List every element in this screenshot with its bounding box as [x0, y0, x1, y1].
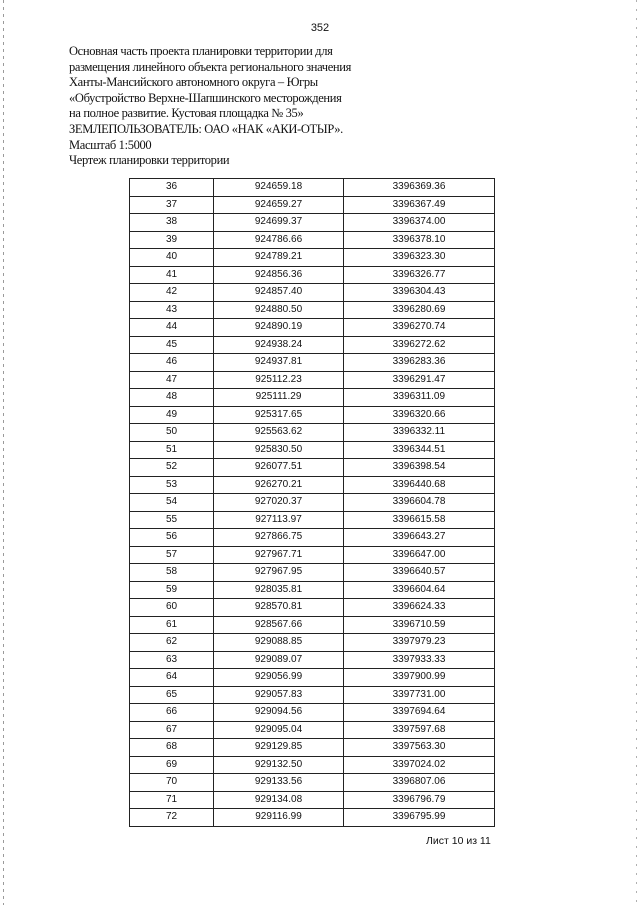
point-number-cell: 61: [130, 616, 214, 634]
header-line: «Обустройство Верхне-Шапшинского месторождения: [69, 90, 342, 105]
table-row: [130, 546, 495, 564]
table-row: [130, 686, 495, 704]
x-coordinate-cell: 929132.50: [214, 756, 344, 774]
header-line: Ханты-Мансийского автономного округа – Югры: [69, 75, 318, 90]
table-row: [130, 616, 495, 634]
y-coordinate-cell: 3397900.99: [344, 669, 495, 687]
point-number-cell: 45: [130, 336, 214, 354]
point-number-cell: 52: [130, 459, 214, 477]
point-number-cell: 59: [130, 581, 214, 599]
point-number-cell: 64: [130, 669, 214, 687]
y-coordinate-cell: 3396304.43: [344, 284, 495, 302]
coordinates-table: [129, 178, 495, 827]
y-coordinate-cell: 3396272.62: [344, 336, 495, 354]
x-coordinate-cell: 925111.29: [214, 389, 344, 407]
table-row: [130, 809, 495, 827]
point-number-cell: 62: [130, 634, 214, 652]
table-row: [130, 389, 495, 407]
y-coordinate-cell: 3396311.09: [344, 389, 495, 407]
table-row: [130, 564, 495, 582]
x-coordinate-cell: 924659.18: [214, 179, 344, 197]
table-row: [130, 196, 495, 214]
point-number-cell: 41: [130, 266, 214, 284]
point-number-cell: 44: [130, 319, 214, 337]
table-row: [130, 756, 495, 774]
table-row: [130, 441, 495, 459]
x-coordinate-cell: 927866.75: [214, 529, 344, 547]
y-coordinate-cell: 3396326.77: [344, 266, 495, 284]
table-row: [130, 651, 495, 669]
header-line: размещения линейного объекта регионального значения: [69, 59, 352, 74]
table-row: [130, 721, 495, 739]
y-coordinate-cell: 3397597.68: [344, 721, 495, 739]
x-coordinate-cell: 925317.65: [214, 406, 344, 424]
x-coordinate-cell: 929129.85: [214, 739, 344, 757]
table-row: [130, 336, 495, 354]
point-number-cell: 50: [130, 424, 214, 442]
table-row: [130, 319, 495, 337]
x-coordinate-cell: 926270.21: [214, 476, 344, 494]
y-coordinate-cell: 3396332.11: [344, 424, 495, 442]
x-coordinate-cell: 928035.81: [214, 581, 344, 599]
x-coordinate-cell: 924789.21: [214, 249, 344, 267]
y-coordinate-cell: 3396367.49: [344, 196, 495, 214]
point-number-cell: 71: [130, 791, 214, 809]
point-number-cell: 70: [130, 774, 214, 792]
y-coordinate-cell: 3396440.68: [344, 476, 495, 494]
y-coordinate-cell: 3397933.33: [344, 651, 495, 669]
x-coordinate-cell: 926077.51: [214, 459, 344, 477]
point-number-cell: 42: [130, 284, 214, 302]
x-coordinate-cell: 924890.19: [214, 319, 344, 337]
y-coordinate-cell: 3396640.57: [344, 564, 495, 582]
y-coordinate-cell: 3397563.30: [344, 739, 495, 757]
point-number-cell: 48: [130, 389, 214, 407]
y-coordinate-cell: 3396796.79: [344, 791, 495, 809]
y-coordinate-cell: 3396624.33: [344, 599, 495, 617]
point-number-cell: 38: [130, 214, 214, 232]
y-coordinate-cell: 3396807.06: [344, 774, 495, 792]
table-row: [130, 406, 495, 424]
y-coordinate-cell: 3396283.36: [344, 354, 495, 372]
table-row: [130, 214, 495, 232]
y-coordinate-cell: 3396647.00: [344, 546, 495, 564]
header-line: Масштаб 1:5000: [69, 137, 152, 152]
table-row: [130, 284, 495, 302]
point-number-cell: 63: [130, 651, 214, 669]
x-coordinate-cell: 929094.56: [214, 704, 344, 722]
x-coordinate-cell: 924938.24: [214, 336, 344, 354]
table-row: [130, 179, 495, 197]
point-number-cell: 55: [130, 511, 214, 529]
point-number-cell: 46: [130, 354, 214, 372]
x-coordinate-cell: 929133.56: [214, 774, 344, 792]
scan-edge-right: [636, 0, 637, 905]
x-coordinate-cell: 925112.23: [214, 371, 344, 389]
point-number-cell: 66: [130, 704, 214, 722]
scan-edge-left: [3, 0, 4, 905]
point-number-cell: 54: [130, 494, 214, 512]
point-number-cell: 65: [130, 686, 214, 704]
x-coordinate-cell: 927020.37: [214, 494, 344, 512]
x-coordinate-cell: 929088.85: [214, 634, 344, 652]
point-number-cell: 39: [130, 231, 214, 249]
point-number-cell: 56: [130, 529, 214, 547]
table-row: [130, 459, 495, 477]
table-row: [130, 301, 495, 319]
x-coordinate-cell: 928570.81: [214, 599, 344, 617]
document-header: [69, 44, 429, 169]
table-row: [130, 791, 495, 809]
sheet-counter: Лист 10 из 11: [426, 835, 491, 847]
point-number-cell: 36: [130, 179, 214, 197]
y-coordinate-cell: 3396374.00: [344, 214, 495, 232]
table-row: [130, 354, 495, 372]
table-row: [130, 599, 495, 617]
y-coordinate-cell: 3397979.23: [344, 634, 495, 652]
point-number-cell: 60: [130, 599, 214, 617]
x-coordinate-cell: 929116.99: [214, 809, 344, 827]
x-coordinate-cell: 929134.08: [214, 791, 344, 809]
table-row: [130, 774, 495, 792]
point-number-cell: 69: [130, 756, 214, 774]
y-coordinate-cell: 3396369.36: [344, 179, 495, 197]
point-number-cell: 51: [130, 441, 214, 459]
x-coordinate-cell: 924937.81: [214, 354, 344, 372]
point-number-cell: 67: [130, 721, 214, 739]
table-row: [130, 581, 495, 599]
x-coordinate-cell: 929089.07: [214, 651, 344, 669]
y-coordinate-cell: 3396344.51: [344, 441, 495, 459]
x-coordinate-cell: 927967.71: [214, 546, 344, 564]
point-number-cell: 43: [130, 301, 214, 319]
x-coordinate-cell: 925563.62: [214, 424, 344, 442]
table-row: [130, 476, 495, 494]
x-coordinate-cell: 929095.04: [214, 721, 344, 739]
table-row: [130, 371, 495, 389]
table-row: [130, 249, 495, 267]
y-coordinate-cell: 3396643.27: [344, 529, 495, 547]
table-row: [130, 424, 495, 442]
table-row: [130, 634, 495, 652]
y-coordinate-cell: 3396378.10: [344, 231, 495, 249]
y-coordinate-cell: 3396398.54: [344, 459, 495, 477]
x-coordinate-cell: 924856.36: [214, 266, 344, 284]
point-number-cell: 68: [130, 739, 214, 757]
y-coordinate-cell: 3396795.99: [344, 809, 495, 827]
table-row: [130, 529, 495, 547]
point-number-cell: 49: [130, 406, 214, 424]
y-coordinate-cell: 3397024.02: [344, 756, 495, 774]
x-coordinate-cell: 928567.66: [214, 616, 344, 634]
y-coordinate-cell: 3396320.66: [344, 406, 495, 424]
y-coordinate-cell: 3396615.58: [344, 511, 495, 529]
y-coordinate-cell: 3396604.64: [344, 581, 495, 599]
x-coordinate-cell: 924880.50: [214, 301, 344, 319]
y-coordinate-cell: 3396323.30: [344, 249, 495, 267]
table-row: [130, 266, 495, 284]
table-row: [130, 231, 495, 249]
header-line: на полное развитие. Кустовая площадка № 35»: [69, 106, 304, 121]
point-number-cell: 37: [130, 196, 214, 214]
y-coordinate-cell: 3396291.47: [344, 371, 495, 389]
table-row: [130, 704, 495, 722]
x-coordinate-cell: 929057.83: [214, 686, 344, 704]
header-line: ЗЕМЛЕПОЛЬЗОВАТЕЛЬ: ОАО «НАК «АКИ-ОТЫР».: [69, 121, 343, 136]
table-row: [130, 739, 495, 757]
point-number-cell: 47: [130, 371, 214, 389]
y-coordinate-cell: 3396280.69: [344, 301, 495, 319]
y-coordinate-cell: 3397731.00: [344, 686, 495, 704]
header-line: Чертеж планировки территории: [69, 153, 230, 168]
table-row: [130, 669, 495, 687]
x-coordinate-cell: 925830.50: [214, 441, 344, 459]
y-coordinate-cell: 3396710.59: [344, 616, 495, 634]
table-row: [130, 494, 495, 512]
point-number-cell: 53: [130, 476, 214, 494]
point-number-cell: 40: [130, 249, 214, 267]
y-coordinate-cell: 3397694.64: [344, 704, 495, 722]
x-coordinate-cell: 929056.99: [214, 669, 344, 687]
x-coordinate-cell: 927113.97: [214, 511, 344, 529]
point-number-cell: 72: [130, 809, 214, 827]
point-number-cell: 58: [130, 564, 214, 582]
y-coordinate-cell: 3396604.78: [344, 494, 495, 512]
x-coordinate-cell: 924699.37: [214, 214, 344, 232]
table-row: [130, 511, 495, 529]
y-coordinate-cell: 3396270.74: [344, 319, 495, 337]
x-coordinate-cell: 924857.40: [214, 284, 344, 302]
x-coordinate-cell: 924659.27: [214, 196, 344, 214]
x-coordinate-cell: 924786.66: [214, 231, 344, 249]
coordinates-table-body: [130, 179, 495, 827]
header-line: Основная часть проекта планировки территории для: [69, 44, 333, 58]
x-coordinate-cell: 927967.95: [214, 564, 344, 582]
point-number-cell: 57: [130, 546, 214, 564]
page-number: 352: [310, 22, 330, 34]
